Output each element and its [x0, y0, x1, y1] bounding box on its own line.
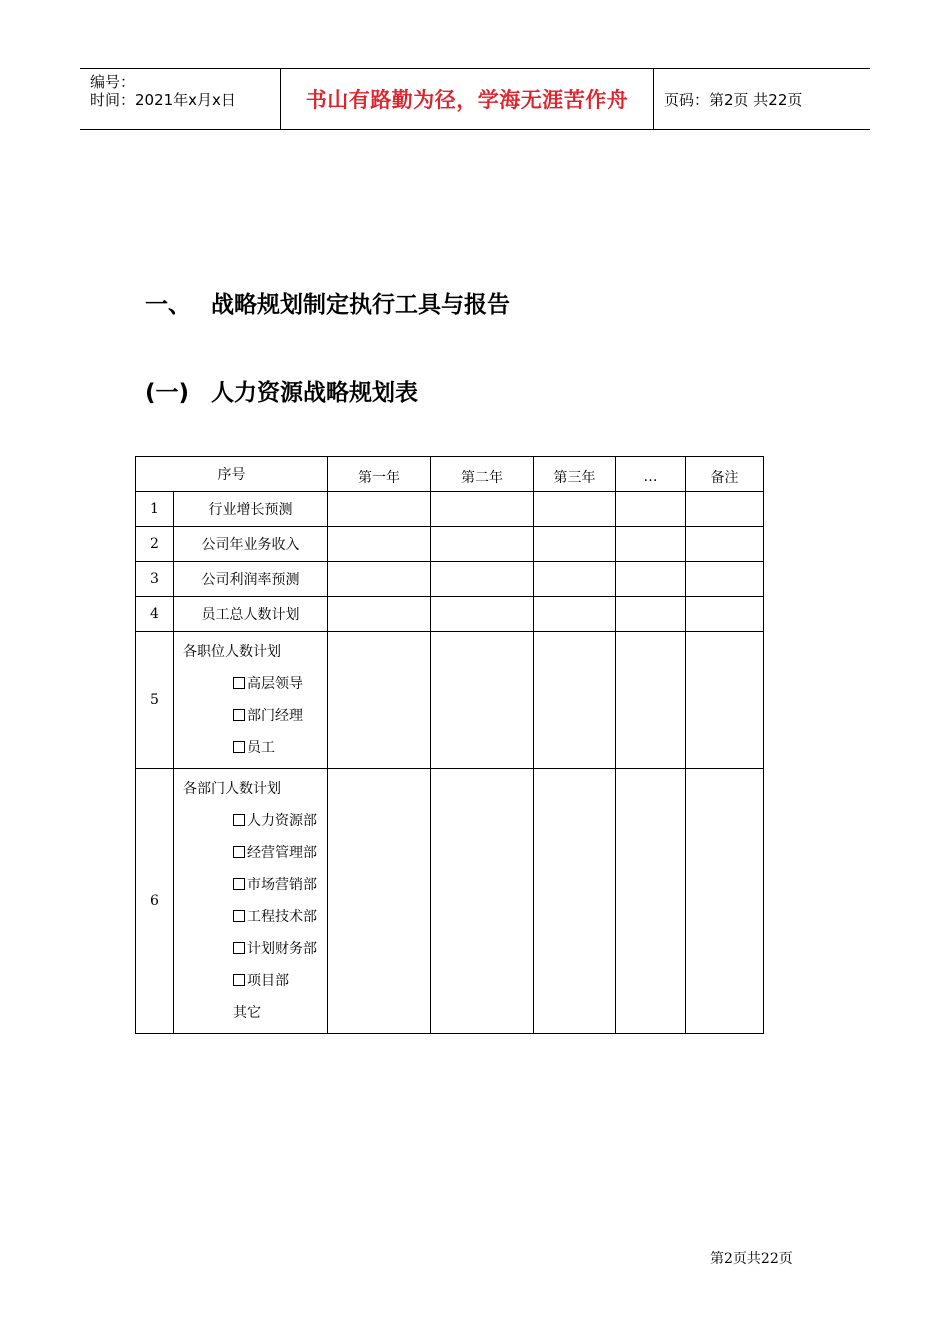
row-index: 4 — [136, 597, 174, 632]
cell-year2[interactable] — [431, 492, 534, 527]
section-heading — [145, 286, 510, 319]
page-header — [80, 68, 870, 130]
table-header-row — [136, 457, 764, 492]
cell-year2[interactable] — [431, 597, 534, 632]
row-item-title: 各部门人数计划 — [183, 781, 281, 797]
hr-strategy-table — [135, 456, 764, 1034]
row-index: 1 — [136, 492, 174, 527]
cell-year1[interactable] — [328, 562, 431, 597]
checkbox-label: 高层领导 — [247, 676, 303, 692]
header-seq: 序号 — [136, 457, 328, 492]
checkbox-icon[interactable] — [233, 942, 245, 954]
cell-more[interactable] — [616, 769, 686, 1034]
cell-note[interactable] — [686, 492, 764, 527]
row-item-title: 各职位人数计划 — [183, 644, 281, 660]
row-item — [174, 632, 328, 769]
header-motto: 书山有路勤为径，学海无涯苦作舟 — [281, 69, 654, 129]
checkbox-label: 市场营销部 — [247, 877, 317, 893]
cell-more[interactable] — [616, 632, 686, 769]
checkbox-icon[interactable] — [233, 677, 245, 689]
header-year2: 第二年 — [431, 457, 534, 492]
checkbox-label: 员工 — [247, 740, 275, 756]
header-meta — [80, 69, 281, 129]
table-row — [136, 562, 764, 597]
checkbox-icon[interactable] — [233, 814, 245, 826]
checkbox-item[interactable] — [183, 700, 327, 732]
header-note: 备注 — [686, 457, 764, 492]
checkbox-item[interactable] — [183, 933, 327, 965]
cell-year2[interactable] — [431, 632, 534, 769]
table-row — [136, 632, 764, 769]
cell-year2[interactable] — [431, 527, 534, 562]
table-row — [136, 769, 764, 1034]
checkbox-item[interactable] — [183, 805, 327, 837]
row-item — [174, 769, 328, 1034]
header-year1: 第一年 — [328, 457, 431, 492]
cell-more[interactable] — [616, 562, 686, 597]
checkbox-item[interactable] — [183, 869, 327, 901]
row-index: 6 — [136, 769, 174, 1034]
cell-year1[interactable] — [328, 632, 431, 769]
other-label: 其它 — [233, 1005, 261, 1021]
cell-year2[interactable] — [431, 562, 534, 597]
page-footer: 第2页共22页 — [710, 1251, 793, 1267]
checkbox-icon[interactable] — [233, 974, 245, 986]
row-index: 5 — [136, 632, 174, 769]
cell-note[interactable] — [686, 562, 764, 597]
header-time-label: 时间：2021年x月x日 — [90, 91, 236, 109]
cell-year3[interactable] — [534, 527, 616, 562]
checkbox-item[interactable] — [183, 901, 327, 933]
cell-note[interactable] — [686, 527, 764, 562]
row-index: 2 — [136, 527, 174, 562]
row-index: 3 — [136, 562, 174, 597]
header-number-label: 编号： — [90, 73, 136, 91]
checkbox-label: 经营管理部 — [247, 845, 317, 861]
cell-note[interactable] — [686, 632, 764, 769]
subsection-heading-text: 人力资源战略规划表 — [211, 380, 418, 406]
cell-more[interactable] — [616, 597, 686, 632]
checkbox-label: 工程技术部 — [247, 909, 317, 925]
checkbox-label: 计划财务部 — [247, 941, 317, 957]
row-item: 员工总人数计划 — [174, 597, 328, 632]
subsection-heading — [145, 374, 418, 407]
section-heading-number: 一、 — [145, 292, 191, 318]
checkbox-icon[interactable] — [233, 846, 245, 858]
cell-year3[interactable] — [534, 492, 616, 527]
checkbox-label: 人力资源部 — [247, 813, 317, 829]
checkbox-item[interactable] — [183, 965, 327, 997]
header-page-info: 页码：第2页 共22页 — [664, 90, 803, 109]
cell-year3[interactable] — [534, 597, 616, 632]
table-row — [136, 527, 764, 562]
checkbox-icon[interactable] — [233, 709, 245, 721]
table-row — [136, 597, 764, 632]
cell-year1[interactable] — [328, 769, 431, 1034]
cell-note[interactable] — [686, 597, 764, 632]
table-row — [136, 492, 764, 527]
cell-year3[interactable] — [534, 562, 616, 597]
cell-year1[interactable] — [328, 597, 431, 632]
cell-year1[interactable] — [328, 492, 431, 527]
cell-year3[interactable] — [534, 769, 616, 1034]
checkbox-icon[interactable] — [233, 910, 245, 922]
header-year3: 第三年 — [534, 457, 616, 492]
section-heading-text: 战略规划制定执行工具与报告 — [211, 292, 510, 318]
row-item: 公司年业务收入 — [174, 527, 328, 562]
checkbox-label: 项目部 — [247, 973, 289, 989]
cell-year2[interactable] — [431, 769, 534, 1034]
cell-year3[interactable] — [534, 632, 616, 769]
checkbox-item[interactable] — [183, 732, 327, 764]
row-item: 行业增长预测 — [174, 492, 328, 527]
checkbox-icon[interactable] — [233, 741, 245, 753]
cell-more[interactable] — [616, 492, 686, 527]
checkbox-icon[interactable] — [233, 878, 245, 890]
checkbox-label: 部门经理 — [247, 708, 303, 724]
subsection-heading-number: (一) — [145, 380, 190, 406]
cell-note[interactable] — [686, 769, 764, 1034]
cell-more[interactable] — [616, 527, 686, 562]
row-item: 公司利润率预测 — [174, 562, 328, 597]
checkbox-item[interactable] — [183, 837, 327, 869]
cell-year1[interactable] — [328, 527, 431, 562]
header-more: … — [616, 457, 686, 492]
checkbox-item[interactable] — [183, 668, 327, 700]
